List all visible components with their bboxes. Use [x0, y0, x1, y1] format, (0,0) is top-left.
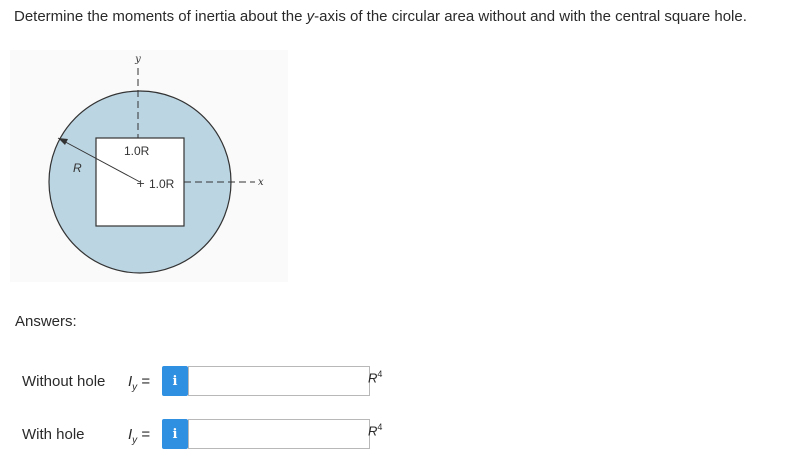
answer-row-with-hole	[0, 418, 794, 452]
question-text-after: -axis of the circular area without and with the central square hole.	[314, 8, 747, 25]
question-text-before: Determine the moments of inertia about the	[14, 8, 307, 25]
answer-input-without-hole[interactable]	[188, 366, 370, 396]
unit-base: R	[368, 423, 378, 439]
info-icon[interactable]: i	[162, 366, 188, 396]
problem-figure	[10, 50, 288, 282]
moment-symbol-letter: I	[128, 426, 133, 443]
info-icon[interactable]: i	[162, 419, 188, 449]
moment-symbol-letter: I	[128, 373, 133, 390]
question-text	[14, 7, 789, 27]
equals-sign: =	[141, 426, 151, 443]
answer-input-with-hole[interactable]	[188, 419, 370, 449]
y-axis-label: y	[135, 54, 141, 65]
moment-symbol	[128, 426, 150, 446]
moment-symbol-subscript: y	[132, 382, 138, 393]
offset-label: 1.0R	[149, 177, 175, 191]
unit-base: R	[368, 370, 378, 386]
answer-label-without-hole: Without hole	[22, 373, 106, 390]
unit-label	[368, 369, 382, 385]
circle-with-square-hole-diagram	[10, 50, 288, 282]
equals-sign: =	[141, 373, 151, 390]
answer-label-with-hole: With hole	[22, 426, 85, 443]
x-axis-label: x	[258, 177, 264, 188]
radius-label: R	[73, 161, 82, 175]
question-axis-symbol: y	[306, 8, 315, 25]
center-marker: +	[136, 177, 146, 190]
moment-symbol-subscript: y	[132, 435, 138, 446]
moment-symbol	[128, 373, 150, 393]
unit-exponent: 4	[377, 422, 383, 432]
answers-heading: Answers:	[15, 313, 77, 330]
unit-label	[368, 422, 382, 438]
answer-row-without-hole	[0, 365, 794, 399]
unit-exponent: 4	[377, 369, 383, 379]
square-side-label: 1.0R	[124, 144, 150, 158]
